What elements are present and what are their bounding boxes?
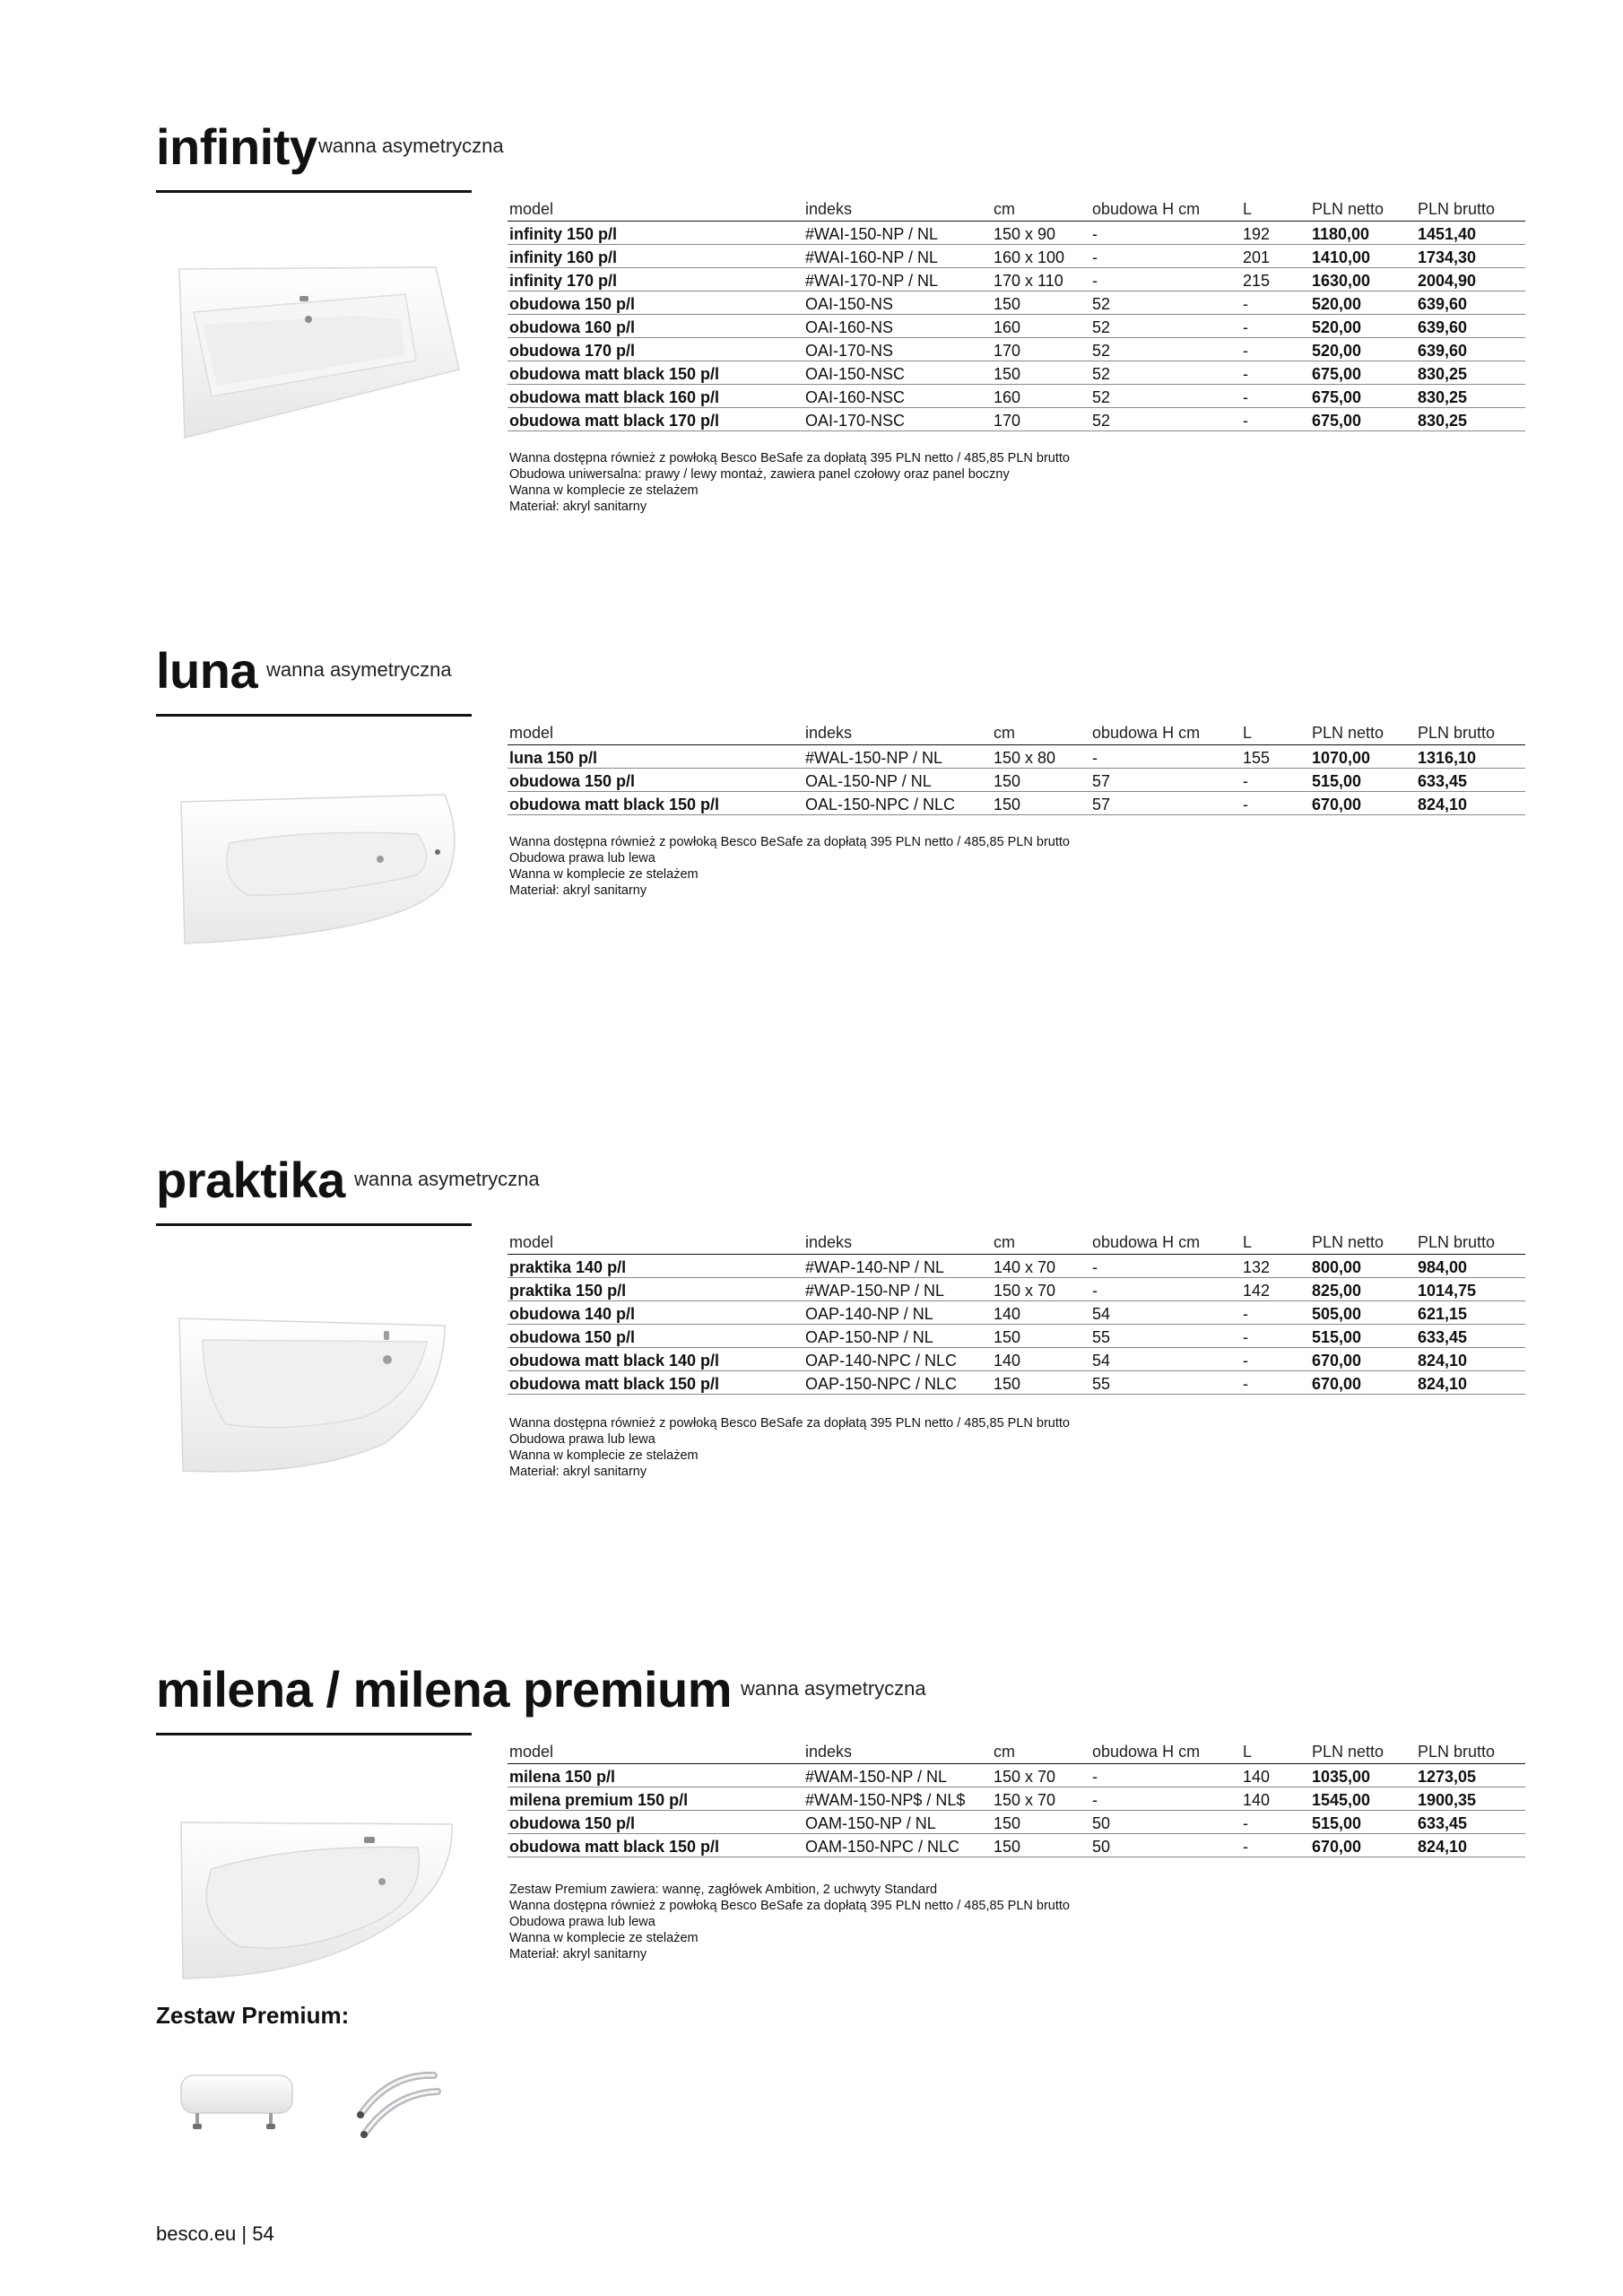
table-cell: obudowa matt black 150 p/l xyxy=(508,791,803,814)
col-header-pln-brutto: PLN brutto xyxy=(1416,1738,1525,1763)
spec-table-luna xyxy=(508,719,1525,815)
table-cell: OAI-160-NS xyxy=(803,314,992,337)
table-cell: 633,45 xyxy=(1416,1810,1525,1833)
table-cell: - xyxy=(1241,1347,1310,1370)
table-row xyxy=(508,1763,1525,1787)
table-cell: - xyxy=(1241,361,1310,384)
table-cell: OAP-140-NPC / NLC xyxy=(803,1347,992,1370)
table-cell: #WAM-150-NP / NL xyxy=(803,1763,992,1787)
table-cell: 54 xyxy=(1090,1300,1241,1324)
note-line: Materiał: akryl sanitarny xyxy=(509,500,647,514)
table-row xyxy=(508,1300,1525,1324)
table-cell: 140 xyxy=(992,1347,1090,1370)
table-cell: - xyxy=(1241,291,1310,314)
col-header-l: L xyxy=(1241,1738,1310,1763)
table-cell: 515,00 xyxy=(1310,1810,1416,1833)
table-row xyxy=(508,384,1525,407)
table-cell: 505,00 xyxy=(1310,1300,1416,1324)
table-row xyxy=(508,768,1525,791)
table-cell: 825,00 xyxy=(1310,1277,1416,1300)
table-cell: 170 xyxy=(992,407,1090,430)
note-line: Wanna w komplecie ze stelażem xyxy=(509,1931,699,1945)
table-cell: OAP-150-NPC / NLC xyxy=(803,1370,992,1394)
table-cell: obudowa 150 p/l xyxy=(508,768,803,791)
table-cell: - xyxy=(1241,337,1310,361)
table-row xyxy=(508,407,1525,430)
col-header-pln-netto: PLN netto xyxy=(1310,1738,1416,1763)
table-cell: 670,00 xyxy=(1310,791,1416,814)
table-row xyxy=(508,267,1525,291)
table-cell: 984,00 xyxy=(1416,1254,1525,1277)
table-cell: luna 150 p/l xyxy=(508,744,803,768)
col-header-pln-netto: PLN netto xyxy=(1310,1229,1416,1254)
col-header-obudowa: obudowa H cm xyxy=(1090,1229,1241,1254)
table-cell: 52 xyxy=(1090,291,1241,314)
table-cell: 1014,75 xyxy=(1416,1277,1525,1300)
table-cell: 1180,00 xyxy=(1310,221,1416,244)
table-header-row xyxy=(508,719,1525,744)
table-cell: obudowa 150 p/l xyxy=(508,1810,803,1833)
table-cell: 140 xyxy=(992,1300,1090,1324)
table-cell: - xyxy=(1090,1763,1241,1787)
table-cell: milena 150 p/l xyxy=(508,1763,803,1787)
spec-table-infinity xyxy=(508,196,1525,431)
section-subtitle-infinity: wanna asymetryczna xyxy=(318,135,504,157)
table-cell: 150 xyxy=(992,1324,1090,1347)
table-row xyxy=(508,1324,1525,1347)
table-cell: OAM-150-NP / NL xyxy=(803,1810,992,1833)
col-header-cm: cm xyxy=(992,1738,1090,1763)
table-cell: 1734,30 xyxy=(1416,244,1525,267)
table-cell: - xyxy=(1090,1787,1241,1810)
spec-table-praktika xyxy=(508,1229,1525,1395)
table-cell: 520,00 xyxy=(1310,291,1416,314)
table-cell: 150 xyxy=(992,768,1090,791)
note-line: Wanna dostępna również z powłoką Besco BeSafe za dopłatą 395 PLN netto / 485,85 PLN brutto xyxy=(509,451,1070,465)
table-cell: 520,00 xyxy=(1310,337,1416,361)
table-cell: 1630,00 xyxy=(1310,267,1416,291)
table-cell: 639,60 xyxy=(1416,337,1525,361)
table-cell: - xyxy=(1090,221,1241,244)
table-cell: - xyxy=(1241,314,1310,337)
table-header-row xyxy=(508,196,1525,221)
table-cell: 140 xyxy=(1241,1763,1310,1787)
table-cell: 52 xyxy=(1090,361,1241,384)
col-header-pln-netto: PLN netto xyxy=(1310,196,1416,221)
note-line: Wanna dostępna również z powłoką Besco BeSafe za dopłatą 395 PLN netto / 485,85 PLN brutto xyxy=(509,835,1070,849)
table-cell: OAL-150-NPC / NLC xyxy=(803,791,992,814)
table-cell: 132 xyxy=(1241,1254,1310,1277)
table-cell: #WAI-160-NP / NL xyxy=(803,244,992,267)
bathtub-praktika-image xyxy=(176,1309,463,1489)
table-row xyxy=(508,1254,1525,1277)
table-header-row xyxy=(508,1738,1525,1763)
table-cell: 150 xyxy=(992,291,1090,314)
table-cell: - xyxy=(1241,1300,1310,1324)
table-cell: obudowa 150 p/l xyxy=(508,291,803,314)
table-cell: - xyxy=(1241,384,1310,407)
table-cell: 639,60 xyxy=(1416,314,1525,337)
table-cell: infinity 150 p/l xyxy=(508,221,803,244)
section-title-milena: milena / milena premium xyxy=(156,1661,733,1718)
table-cell: 1035,00 xyxy=(1310,1763,1416,1787)
note-line: Materiał: akryl sanitarny xyxy=(509,1947,647,1961)
table-cell: OAI-170-NS xyxy=(803,337,992,361)
table-cell: 800,00 xyxy=(1310,1254,1416,1277)
note-line: Wanna w komplecie ze stelażem xyxy=(509,1448,699,1463)
table-cell: 670,00 xyxy=(1310,1347,1416,1370)
table-cell: 824,10 xyxy=(1416,791,1525,814)
table-cell: 57 xyxy=(1090,791,1241,814)
table-cell: 1273,05 xyxy=(1416,1763,1525,1787)
table-row xyxy=(508,291,1525,314)
table-cell: obudowa 150 p/l xyxy=(508,1324,803,1347)
table-cell: 150 x 70 xyxy=(992,1763,1090,1787)
table-cell: 2004,90 xyxy=(1416,267,1525,291)
table-cell: 1316,10 xyxy=(1416,744,1525,768)
table-cell: 639,60 xyxy=(1416,291,1525,314)
table-cell: - xyxy=(1241,768,1310,791)
table-cell: 201 xyxy=(1241,244,1310,267)
note-line: Wanna dostępna również z powłoką Besco BeSafe za dopłatą 395 PLN netto / 485,85 PLN brutto xyxy=(509,1416,1070,1431)
table-cell: #WAL-150-NP / NL xyxy=(803,744,992,768)
table-cell: 54 xyxy=(1090,1347,1241,1370)
table-cell: praktika 150 p/l xyxy=(508,1277,803,1300)
table-cell: 52 xyxy=(1090,407,1241,430)
table-cell: 150 xyxy=(992,1370,1090,1394)
table-cell: OAL-150-NP / NL xyxy=(803,768,992,791)
table-cell: #WAI-170-NP / NL xyxy=(803,267,992,291)
table-cell: 515,00 xyxy=(1310,1324,1416,1347)
table-cell: 150 xyxy=(992,1833,1090,1857)
table-cell: 150 xyxy=(992,361,1090,384)
table-cell: 830,25 xyxy=(1416,384,1525,407)
table-cell: - xyxy=(1241,1810,1310,1833)
headrest-ambition-image xyxy=(178,2070,296,2135)
col-header-pln-brutto: PLN brutto xyxy=(1416,1229,1525,1254)
section-rule xyxy=(156,714,472,717)
table-cell: 142 xyxy=(1241,1277,1310,1300)
col-header-l: L xyxy=(1241,1229,1310,1254)
table-row xyxy=(508,1810,1525,1833)
table-cell: 150 x 90 xyxy=(992,221,1090,244)
col-header-model: model xyxy=(508,719,803,744)
note-line: Wanna w komplecie ze stelażem xyxy=(509,867,699,882)
table-cell: #WAM-150-NP$ / NL$ xyxy=(803,1787,992,1810)
table-row xyxy=(508,221,1525,244)
section-rule xyxy=(156,1733,472,1735)
col-header-model: model xyxy=(508,1229,803,1254)
table-row xyxy=(508,1347,1525,1370)
notes-milena xyxy=(509,1882,1070,1962)
page-footer: besco.eu | 54 xyxy=(156,2222,274,2245)
table-cell: 140 x 70 xyxy=(992,1254,1090,1277)
table-cell: obudowa 140 p/l xyxy=(508,1300,803,1324)
table-cell: - xyxy=(1241,1370,1310,1394)
handles-standard-image xyxy=(353,2065,443,2145)
table-cell: - xyxy=(1090,244,1241,267)
note-line: Obudowa uniwersalna: prawy / lewy montaż, zawiera panel czołowy oraz panel boczny xyxy=(509,467,1010,482)
note-line: Zestaw Premium zawiera: wannę, zagłówek Ambition, 2 uchwyty Standard xyxy=(509,1883,938,1897)
col-header-model: model xyxy=(508,1738,803,1763)
table-cell: obudowa 160 p/l xyxy=(508,314,803,337)
table-cell: OAI-150-NSC xyxy=(803,361,992,384)
table-cell: - xyxy=(1090,1254,1241,1277)
table-cell: obudowa matt black 170 p/l xyxy=(508,407,803,430)
table-cell: 150 x 70 xyxy=(992,1277,1090,1300)
zestaw-premium-heading: Zestaw Premium: xyxy=(156,2002,350,2029)
bathtub-luna-image xyxy=(176,789,463,969)
bathtub-infinity-image xyxy=(176,262,463,441)
note-line: Obudowa prawa lub lewa xyxy=(509,851,655,865)
section-title-praktika: praktika xyxy=(156,1152,345,1208)
col-header-pln-brutto: PLN brutto xyxy=(1416,719,1525,744)
table-cell: 55 xyxy=(1090,1370,1241,1394)
col-header-obudowa: obudowa H cm xyxy=(1090,196,1241,221)
table-cell: OAM-150-NPC / NLC xyxy=(803,1833,992,1857)
col-header-obudowa: obudowa H cm xyxy=(1090,1738,1241,1763)
table-cell: OAI-150-NS xyxy=(803,291,992,314)
notes-luna xyxy=(509,834,1070,899)
table-cell: OAP-150-NP / NL xyxy=(803,1324,992,1347)
table-row xyxy=(508,744,1525,768)
col-header-indeks: indeks xyxy=(803,196,992,221)
table-cell: #WAP-140-NP / NL xyxy=(803,1254,992,1277)
table-cell: 170 x 110 xyxy=(992,267,1090,291)
section-subtitle-milena: wanna asymetryczna xyxy=(741,1677,926,1700)
table-cell: 824,10 xyxy=(1416,1833,1525,1857)
col-header-obudowa: obudowa H cm xyxy=(1090,719,1241,744)
table-cell: milena premium 150 p/l xyxy=(508,1787,803,1810)
table-row xyxy=(508,1833,1525,1857)
col-header-cm: cm xyxy=(992,1229,1090,1254)
section-rule xyxy=(156,1223,472,1226)
table-cell: #WAP-150-NP / NL xyxy=(803,1277,992,1300)
col-header-l: L xyxy=(1241,196,1310,221)
table-cell: obudowa matt black 160 p/l xyxy=(508,384,803,407)
table-cell: 52 xyxy=(1090,384,1241,407)
section-rule xyxy=(156,190,472,193)
col-header-model: model xyxy=(508,196,803,221)
section-title-infinity: infinity xyxy=(156,118,317,175)
table-cell: 1410,00 xyxy=(1310,244,1416,267)
table-cell: 52 xyxy=(1090,314,1241,337)
section-title-luna: luna xyxy=(156,642,258,699)
bathtub-milena-image xyxy=(176,1812,463,1991)
table-cell: 150 x 80 xyxy=(992,744,1090,768)
table-cell: 824,10 xyxy=(1416,1370,1525,1394)
table-cell: 140 xyxy=(1241,1787,1310,1810)
col-header-indeks: indeks xyxy=(803,719,992,744)
section-subtitle-luna: wanna asymetryczna xyxy=(266,658,452,681)
section-subtitle-praktika: wanna asymetryczna xyxy=(354,1168,540,1190)
table-cell: obudowa matt black 150 p/l xyxy=(508,1370,803,1394)
table-cell: 150 xyxy=(992,1810,1090,1833)
table-cell: 150 x 70 xyxy=(992,1787,1090,1810)
table-cell: - xyxy=(1241,1833,1310,1857)
table-header-row xyxy=(508,1229,1525,1254)
table-cell: 150 xyxy=(992,791,1090,814)
table-cell: infinity 160 p/l xyxy=(508,244,803,267)
col-header-indeks: indeks xyxy=(803,1738,992,1763)
table-row xyxy=(508,361,1525,384)
table-cell: 170 xyxy=(992,337,1090,361)
col-header-pln-brutto: PLN brutto xyxy=(1416,196,1525,221)
table-row xyxy=(508,1370,1525,1394)
table-cell: 160 xyxy=(992,314,1090,337)
table-cell: 192 xyxy=(1241,221,1310,244)
table-cell: 1451,40 xyxy=(1416,221,1525,244)
table-cell: 1070,00 xyxy=(1310,744,1416,768)
note-line: Wanna dostępna również z powłoką Besco BeSafe za dopłatą 395 PLN netto / 485,85 PLN brutto xyxy=(509,1899,1070,1913)
table-cell: - xyxy=(1241,1324,1310,1347)
table-cell: 633,45 xyxy=(1416,768,1525,791)
table-cell: 520,00 xyxy=(1310,314,1416,337)
table-cell: 633,45 xyxy=(1416,1324,1525,1347)
table-cell: - xyxy=(1241,407,1310,430)
table-cell: 160 xyxy=(992,384,1090,407)
col-header-pln-netto: PLN netto xyxy=(1310,719,1416,744)
table-cell: 830,25 xyxy=(1416,361,1525,384)
table-cell: 675,00 xyxy=(1310,407,1416,430)
table-cell: 57 xyxy=(1090,768,1241,791)
table-cell: obudowa matt black 150 p/l xyxy=(508,361,803,384)
note-line: Materiał: akryl sanitarny xyxy=(509,883,647,898)
table-cell: #WAI-150-NP / NL xyxy=(803,221,992,244)
table-cell: 160 x 100 xyxy=(992,244,1090,267)
table-cell: 155 xyxy=(1241,744,1310,768)
table-cell: 675,00 xyxy=(1310,361,1416,384)
note-line: Obudowa prawa lub lewa xyxy=(509,1432,655,1447)
notes-praktika xyxy=(509,1415,1070,1480)
table-cell: OAP-140-NP / NL xyxy=(803,1300,992,1324)
table-cell: 675,00 xyxy=(1310,384,1416,407)
col-header-l: L xyxy=(1241,719,1310,744)
col-header-indeks: indeks xyxy=(803,1229,992,1254)
table-row xyxy=(508,314,1525,337)
table-cell: - xyxy=(1241,791,1310,814)
table-cell: obudowa matt black 140 p/l xyxy=(508,1347,803,1370)
col-header-cm: cm xyxy=(992,196,1090,221)
table-cell: 670,00 xyxy=(1310,1833,1416,1857)
table-row xyxy=(508,1787,1525,1810)
table-cell: 621,15 xyxy=(1416,1300,1525,1324)
table-cell: 50 xyxy=(1090,1810,1241,1833)
table-cell: obudowa 170 p/l xyxy=(508,337,803,361)
table-row xyxy=(508,337,1525,361)
table-cell: infinity 170 p/l xyxy=(508,267,803,291)
table-row xyxy=(508,1277,1525,1300)
table-cell: - xyxy=(1090,267,1241,291)
table-cell: - xyxy=(1090,744,1241,768)
table-cell: 1545,00 xyxy=(1310,1787,1416,1810)
note-line: Wanna w komplecie ze stelażem xyxy=(509,483,699,498)
table-cell: OAI-160-NSC xyxy=(803,384,992,407)
table-cell: - xyxy=(1090,1277,1241,1300)
col-header-cm: cm xyxy=(992,719,1090,744)
table-cell: 55 xyxy=(1090,1324,1241,1347)
note-line: Obudowa prawa lub lewa xyxy=(509,1915,655,1929)
table-row xyxy=(508,244,1525,267)
table-cell: 215 xyxy=(1241,267,1310,291)
note-line: Materiał: akryl sanitarny xyxy=(509,1465,647,1479)
table-cell: 670,00 xyxy=(1310,1370,1416,1394)
table-cell: 52 xyxy=(1090,337,1241,361)
table-cell: 515,00 xyxy=(1310,768,1416,791)
table-row xyxy=(508,791,1525,814)
spec-table-milena xyxy=(508,1738,1525,1857)
table-cell: obudowa matt black 150 p/l xyxy=(508,1833,803,1857)
table-cell: 830,25 xyxy=(1416,407,1525,430)
table-cell: OAI-170-NSC xyxy=(803,407,992,430)
table-cell: 1900,35 xyxy=(1416,1787,1525,1810)
table-cell: 50 xyxy=(1090,1833,1241,1857)
table-cell: praktika 140 p/l xyxy=(508,1254,803,1277)
notes-infinity xyxy=(509,450,1070,515)
table-cell: 824,10 xyxy=(1416,1347,1525,1370)
